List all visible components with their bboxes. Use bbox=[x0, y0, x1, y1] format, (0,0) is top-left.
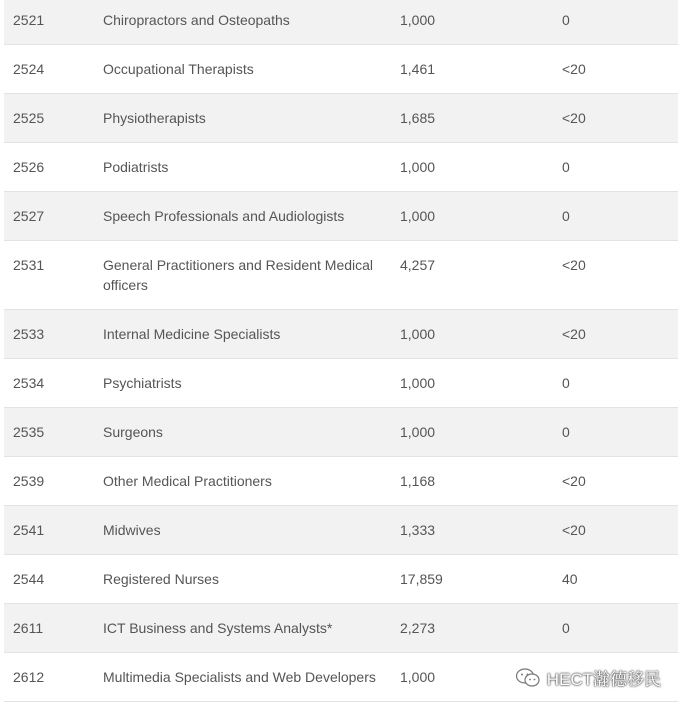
ceiling-value: 1,000 bbox=[400, 12, 436, 28]
occupation-code: 2541 bbox=[13, 522, 45, 538]
invitations-value: <20 bbox=[562, 326, 586, 342]
occupation-name: Midwives bbox=[103, 522, 161, 538]
table-row bbox=[4, 192, 678, 241]
occupation-code: 2533 bbox=[13, 326, 45, 342]
occupation-name: Psychiatrists bbox=[103, 375, 182, 391]
table-row bbox=[4, 457, 678, 506]
ceiling-value: 1,685 bbox=[400, 110, 436, 126]
table-row bbox=[4, 241, 678, 310]
table-row bbox=[4, 45, 678, 94]
invitations-value: 0 bbox=[562, 620, 570, 636]
ceiling-value: 1,000 bbox=[400, 669, 436, 685]
ceiling-value: 1,461 bbox=[400, 61, 436, 77]
ceiling-value: 4,257 bbox=[400, 257, 436, 273]
ceiling-value: 1,000 bbox=[400, 159, 436, 175]
occupation-name: Physiotherapists bbox=[103, 110, 206, 126]
ceiling-value: 1,333 bbox=[400, 522, 436, 538]
watermark-text: HECT瀚德移民 bbox=[546, 670, 661, 689]
occupation-code: 2531 bbox=[13, 257, 45, 273]
occupation-name: Other Medical Practitioners bbox=[103, 473, 272, 489]
ceiling-value: 1,000 bbox=[400, 424, 436, 440]
occupation-name: Multimedia Specialists and Web Developers bbox=[103, 669, 376, 685]
occupation-name: Podiatrists bbox=[103, 159, 169, 175]
occupation-code: 2526 bbox=[13, 159, 45, 175]
ceiling-value: 17,859 bbox=[400, 571, 443, 587]
ceiling-value: 1,168 bbox=[400, 473, 436, 489]
occupation-name: Registered Nurses bbox=[103, 571, 219, 587]
ceiling-value: 1,000 bbox=[400, 208, 436, 224]
table-row bbox=[4, 143, 678, 192]
occupation-code: 2544 bbox=[13, 571, 45, 587]
table-row bbox=[4, 604, 678, 653]
occupation-code: 2524 bbox=[13, 61, 45, 77]
ceiling-value: 2,273 bbox=[400, 620, 436, 636]
invitations-value: 0 bbox=[562, 12, 570, 28]
occupation-name: General Practitioners and Resident Medical officers bbox=[103, 257, 374, 293]
occupation-code: 2521 bbox=[13, 12, 45, 28]
occupation-name: Chiropractors and Osteopaths bbox=[103, 12, 290, 28]
occupation-code: 2534 bbox=[13, 375, 45, 391]
table-row bbox=[4, 94, 678, 143]
wechat-icon bbox=[515, 667, 541, 689]
invitations-value: <20 bbox=[562, 257, 586, 273]
invitations-value: <20 bbox=[562, 110, 586, 126]
invitations-value: 0 bbox=[562, 424, 570, 440]
ceiling-value: 1,000 bbox=[400, 326, 436, 342]
occupation-name: ICT Business and Systems Analysts* bbox=[103, 620, 333, 636]
invitations-value: <20 bbox=[562, 61, 586, 77]
table-row bbox=[4, 555, 678, 604]
invitations-value: <20 bbox=[562, 473, 586, 489]
table-row bbox=[4, 359, 678, 408]
table-row bbox=[4, 0, 678, 45]
invitations-value: 0 bbox=[562, 375, 570, 391]
table-row bbox=[4, 310, 678, 359]
table-row bbox=[4, 506, 678, 555]
occupation-name: Speech Professionals and Audiologists bbox=[103, 208, 345, 224]
occupation-code: 2527 bbox=[13, 208, 45, 224]
invitations-value: 0 bbox=[562, 208, 570, 224]
occupation-code: 2539 bbox=[13, 473, 45, 489]
table-row bbox=[4, 408, 678, 457]
occupation-table bbox=[4, 0, 678, 702]
invitations-value: <20 bbox=[562, 522, 586, 538]
occupation-code: 2525 bbox=[13, 110, 45, 126]
watermark bbox=[515, 665, 661, 690]
invitations-value: 0 bbox=[562, 159, 570, 175]
occupation-code: 2535 bbox=[13, 424, 45, 440]
occupation-name: Surgeons bbox=[103, 424, 163, 440]
occupation-code: 2611 bbox=[13, 620, 44, 636]
occupation-name: Internal Medicine Specialists bbox=[103, 326, 281, 342]
ceiling-value: 1,000 bbox=[400, 375, 436, 391]
occupation-name: Occupational Therapists bbox=[103, 61, 254, 77]
occupation-code: 2612 bbox=[13, 669, 45, 685]
invitations-value: 40 bbox=[562, 571, 578, 587]
